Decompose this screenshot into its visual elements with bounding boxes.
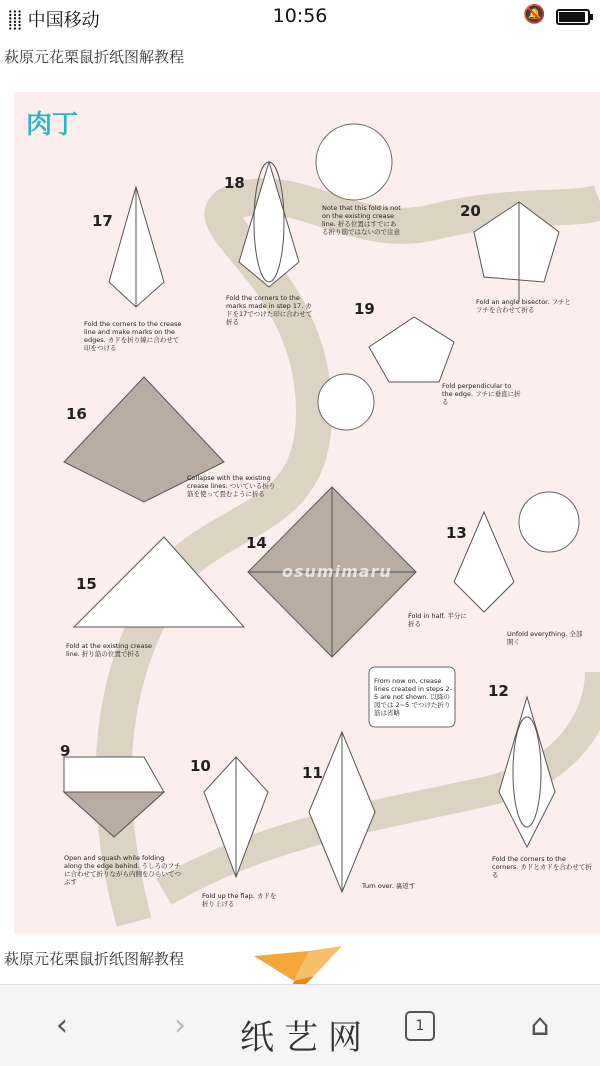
site-logo: 肉丁 bbox=[26, 110, 79, 140]
back-button[interactable]: ‹ bbox=[56, 1007, 68, 1043]
page-title: 萩原元花栗鼠折纸图解教程 bbox=[4, 48, 185, 66]
note-text: Note that this fold is not on the existing crease line. 折る位置はすでにある折り筋ではないので注意 bbox=[322, 204, 401, 236]
step-instruction: Fold the corners to the crease line and make marks on the edges. カドを折り線に合わせて印をつける bbox=[84, 320, 182, 352]
step-number: 12 bbox=[488, 682, 509, 700]
step-instruction: Fold the corners to the corners. カドとカドを合わせて折る bbox=[492, 855, 592, 879]
origami-diagram bbox=[14, 92, 600, 934]
mute-icon: 🔕 bbox=[523, 4, 546, 25]
step-number: 16 bbox=[66, 405, 87, 423]
site-watermark: 纸艺网 bbox=[240, 1018, 372, 1058]
home-button[interactable]: ⌂ bbox=[530, 1007, 550, 1043]
watermark-text: osumimaru bbox=[282, 562, 392, 581]
forward-button[interactable]: › bbox=[174, 1007, 186, 1043]
step-number: 20 bbox=[460, 202, 481, 220]
step-number: 15 bbox=[76, 575, 97, 593]
step-instruction: Unfold everything. 全部開く bbox=[507, 630, 583, 646]
battery-icon bbox=[556, 9, 590, 25]
step-number: 18 bbox=[224, 174, 245, 192]
step-instruction: Fold up the flap. カドを折り上げる bbox=[202, 892, 277, 908]
step-number: 14 bbox=[246, 534, 267, 552]
step-number: 19 bbox=[354, 300, 375, 318]
step-number: 10 bbox=[190, 757, 211, 775]
step-instruction: Fold an angle bisector. フチとフチを合わせて折る bbox=[476, 298, 571, 314]
step-instruction: Fold the corners to the marks made in step 17. カドを17でつけた印に合わせて折る bbox=[226, 294, 313, 326]
step-instruction: Collapse with the existing crease lines. ついている折り筋を使って畳むように折る bbox=[187, 474, 276, 498]
status-bar bbox=[0, 0, 600, 34]
image-caption: 萩原元花栗鼠折纸图解教程 bbox=[4, 950, 185, 968]
clock: 10:56 bbox=[272, 5, 328, 27]
step-instruction: Fold perpendicular to the edge. フチに垂直に折る bbox=[442, 382, 521, 406]
carrier-label: ⸽⸽⸽ 中国移动 bbox=[8, 10, 100, 31]
step-number: 13 bbox=[446, 524, 467, 542]
step-number: 17 bbox=[92, 212, 113, 230]
step-instruction: Open and squash while folding along the edge behind. うしろのフチに合わせて折りながら内側をひらいてつぶす bbox=[64, 854, 181, 886]
step-instruction: Fold in half. 半分に折る bbox=[408, 612, 467, 628]
tabs-button[interactable]: 1 bbox=[405, 1011, 435, 1041]
step-instruction: Fold at the existing crease line. 折り筋の位置で折る bbox=[66, 642, 152, 658]
step-number: 11 bbox=[302, 764, 323, 782]
note-box-text: From now on, crease lines created in steps 2-5 are not shown. 以降の図では 2~5 でつけた折り筋は省略 bbox=[374, 677, 452, 717]
step-instruction: Turn over. 裏返す bbox=[362, 882, 416, 890]
step-number: 9 bbox=[60, 742, 71, 760]
